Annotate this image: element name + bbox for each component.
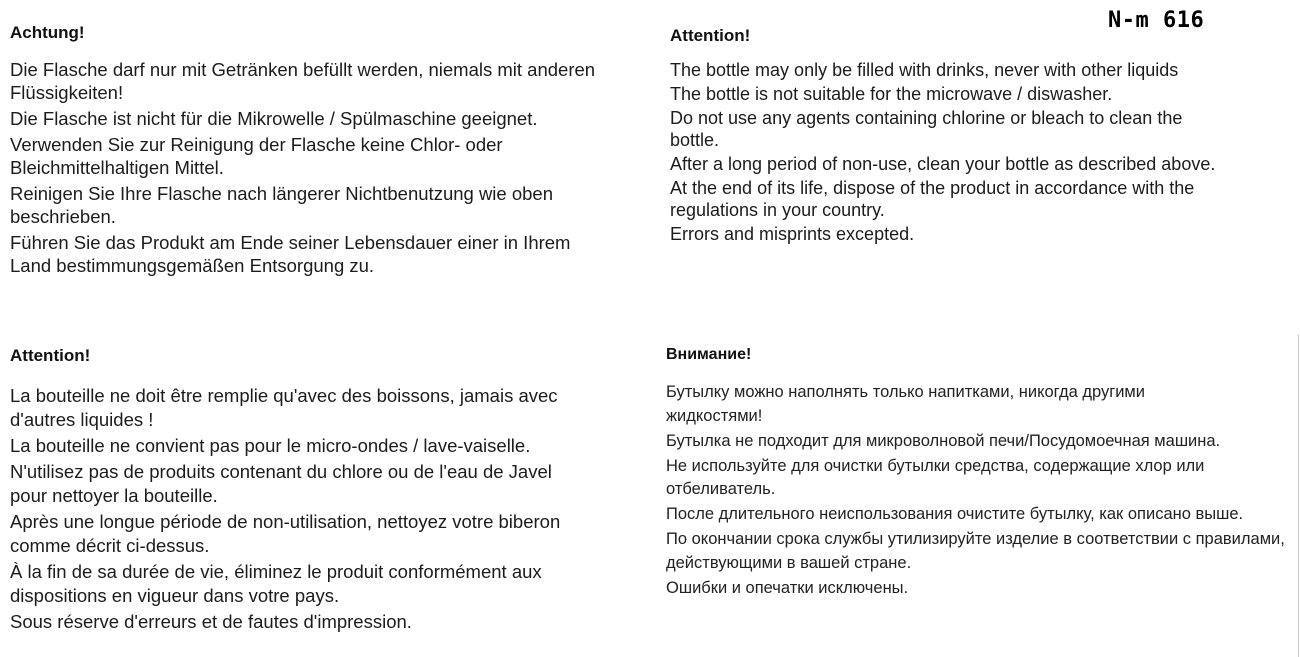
russian-paragraph: Бутылка не подходит для микроволновой печи/Посудомоечная машина. — [666, 431, 1221, 450]
french-paragraph: À la fin de sa durée de vie, éliminez le produit conformément aux dispositions en vigueur dans votre pays. — [10, 561, 542, 606]
russian-paragraph: Бутылку можно наполнять только напитками, никогда другими жидкостями! — [666, 383, 1145, 425]
french-paragraph: Après une longue période de non-utilisation, nettoyez votre biberon comme décrit ci-dessus. — [10, 511, 561, 556]
english-warning-section — [670, 25, 1270, 247]
german-heading: Achtung! — [10, 23, 85, 42]
english-heading: Attention! — [670, 26, 751, 45]
english-paragraph: Do not use any agents containing chlorine or bleach to clean the bottle. — [670, 108, 1183, 150]
russian-paragraph: Не используйте для очистки бутылки средства, содержащие хлор или отбеливатель. — [666, 456, 1205, 498]
product-code: N-m 616 — [1108, 8, 1205, 33]
german-paragraph: Führen Sie das Produkt am Ende seiner Lebensdauer einer in Ihrem Land bestimmungsgemäßen Entsorgung zu. — [10, 232, 571, 276]
french-paragraph: Sous réserve d'erreurs et de fautes d'impression. — [10, 611, 412, 632]
russian-paragraph: По окончании срока службы утилизируйте изделие в соответствии с правилами, действующими в вашей стране. — [666, 530, 1285, 572]
russian-warning-section — [666, 345, 1296, 602]
divider-line — [1298, 335, 1299, 657]
german-paragraph: Verwenden Sie zur Reinigung der Flasche keine Chlor- oder Bleichmittelhaltigen Mittel. — [10, 134, 503, 178]
english-paragraph: After a long period of non-use, clean your bottle as described above. — [670, 154, 1216, 174]
english-paragraph: The bottle is not suitable for the microwave / diswasher. — [670, 84, 1113, 104]
russian-paragraph: Ошибки и опечатки исключены. — [666, 578, 909, 597]
french-paragraph: N'utilisez pas de produits contenant du chlore ou de l'eau de Javel pour nettoyer la bouteille. — [10, 461, 552, 506]
french-warning-section — [10, 345, 650, 636]
german-paragraph: Die Flasche darf nur mit Getränken befüllt werden, niemals mit anderen Flüssigkeiten! — [10, 59, 596, 103]
french-heading: Attention! — [10, 346, 91, 365]
russian-heading: Внимание! — [666, 346, 752, 363]
english-paragraph: At the end of its life, dispose of the product in accordance with the regulations in your country. — [670, 178, 1195, 220]
russian-paragraph: После длительного неиспользования очистите бутылку, как описано выше. — [666, 505, 1244, 523]
french-paragraph: La bouteille ne doit être remplie qu'avec des boissons, jamais avec d'autres liquides ! — [10, 385, 558, 430]
english-paragraph: The bottle may only be filled with drinks, never with other liquids — [670, 60, 1179, 80]
german-paragraph: Reinigen Sie Ihre Flasche nach längerer Nichtbenutzung wie oben beschrieben. — [10, 183, 554, 227]
german-paragraph: Die Flasche ist nicht für die Mikrowelle / Spülmaschine geeignet. — [10, 108, 538, 129]
french-paragraph: La bouteille ne convient pas pour le micro-ondes / lave-vaiselle. — [10, 435, 531, 456]
english-paragraph: Errors and misprints excepted. — [670, 224, 915, 244]
german-warning-section — [10, 22, 640, 280]
